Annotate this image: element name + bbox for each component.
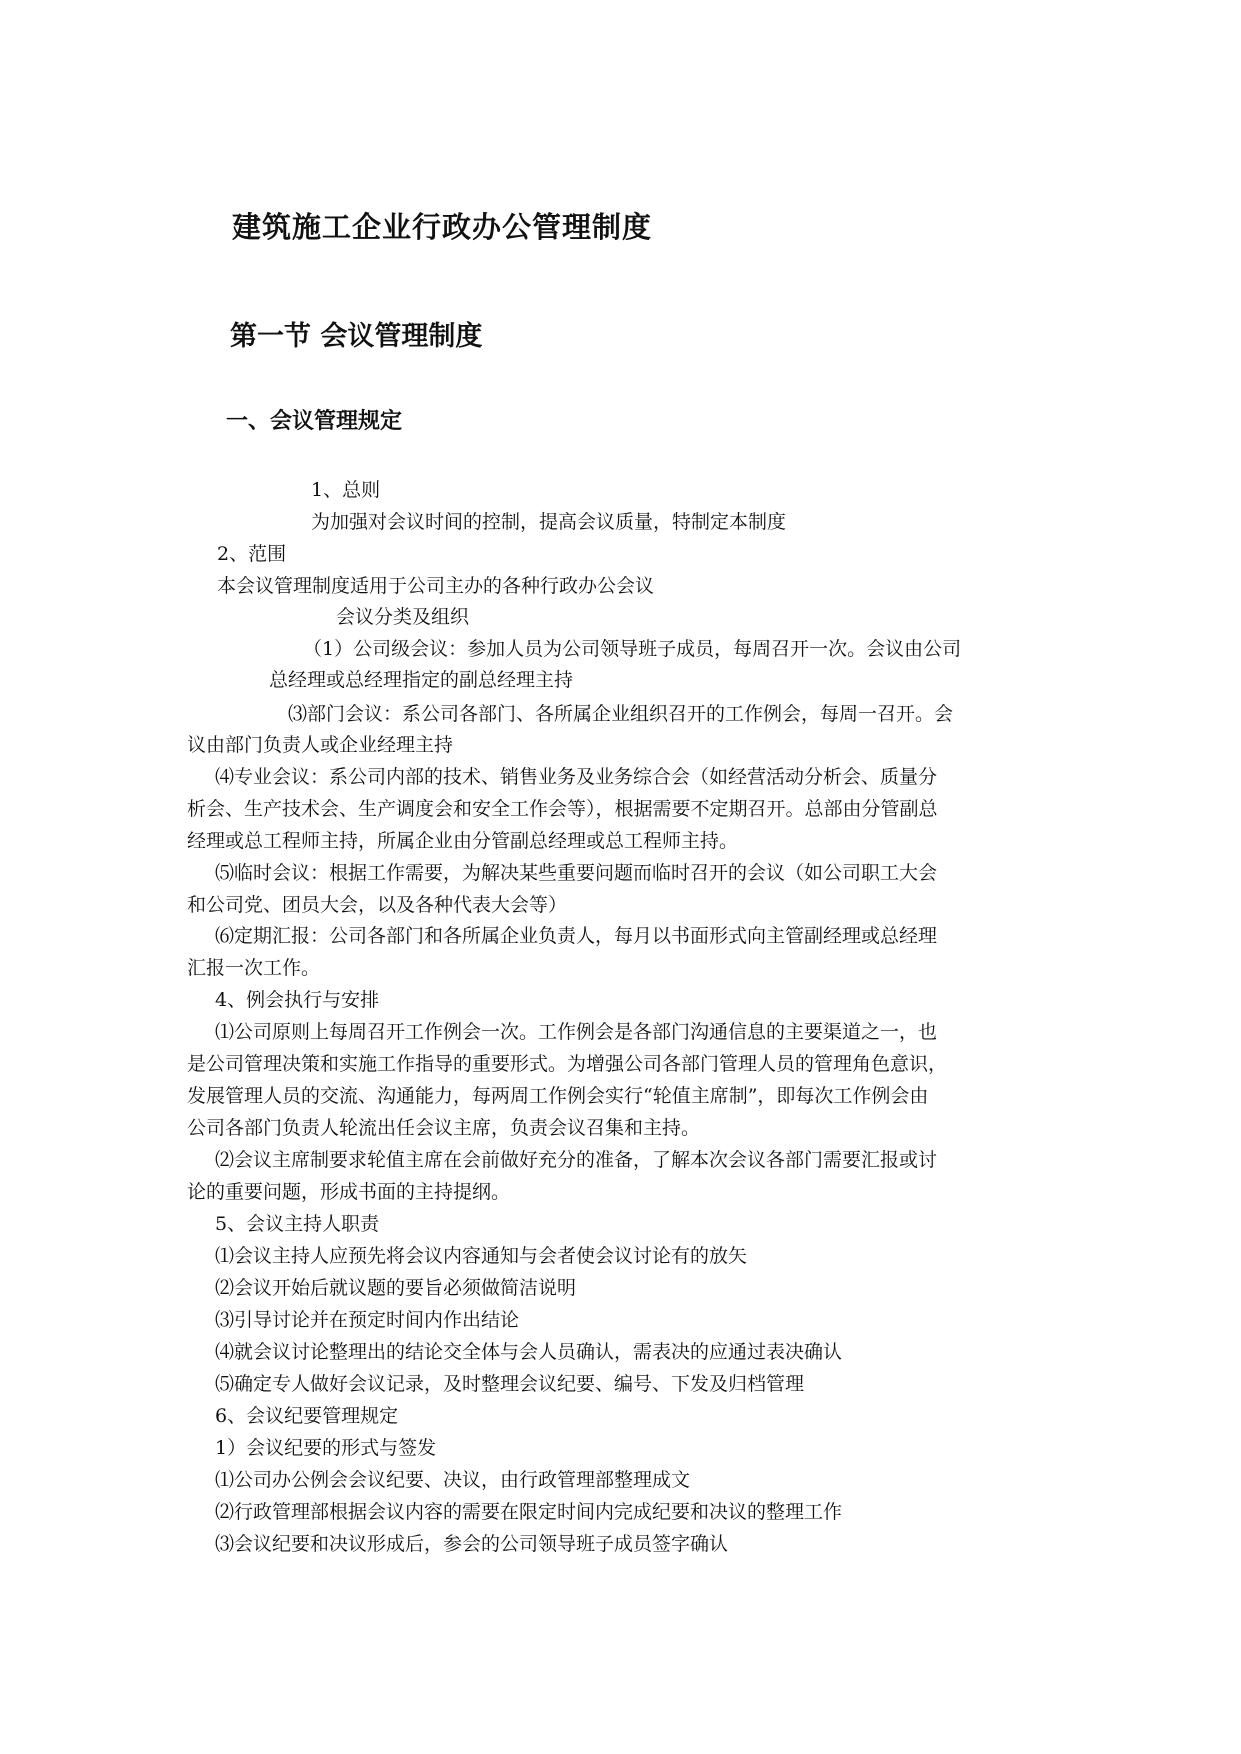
document-title: 建筑施工企业行政办公管理制度: [232, 210, 653, 244]
paragraph-line: ⑸确定专人做好会议记录，及时整理会议纪要、编号、下发及归档管理: [215, 1373, 805, 1395]
paragraph-line: 是公司管理决策和实施工作指导的重要形式。为增强公司各部门管理人员的管理角色意识，: [187, 1053, 948, 1075]
paragraph-line: ⑶会议纪要和决议形成后，参会的公司领导班子成员签字确认: [215, 1533, 729, 1555]
paragraph-line: ⑴会议主持人应预先将会议内容通知与会者使会议讨论有的放矢: [215, 1245, 748, 1267]
paragraph-line: ⑷就会议讨论整理出的结论交全体与会人员确认，需表决的应通过表决确认: [215, 1341, 843, 1363]
paragraph-line: 和公司党、团员大会，以及各种代表大会等）: [187, 894, 568, 916]
paragraph-line: 6、会议纪要管理规定: [215, 1405, 399, 1427]
paragraph-line: 汇报一次工作。: [187, 957, 321, 979]
paragraph-line: 发展管理人员的交流、沟通能力，每两周工作例会实行“轮值主席制”，即每次工作例会由: [187, 1085, 929, 1107]
paragraph-line: 析会、生产技术会、生产调度会和安全工作会等），根据需要不定期召开。总部由分管副总: [187, 798, 938, 820]
section-title: 第一节 会议管理制度: [230, 321, 483, 352]
paragraph-line: ⑴公司办公例会会议纪要、决议，由行政管理部整理成文: [215, 1469, 691, 1491]
paragraph-line: 总经理或总经理指定的副总经理主持: [269, 669, 574, 691]
paragraph-line: 为加强对会议时间的控制，提高会议质量，特制定本制度: [311, 511, 787, 533]
paragraph-line: ⑹定期汇报：公司各部门和各所属企业负责人，每月以书面形式向主管副经理或总经理: [215, 925, 938, 947]
paragraph-line: 4、例会执行与安排: [215, 989, 380, 1011]
paragraph-line: 论的重要问题，形成书面的主持提纲。: [187, 1181, 511, 1203]
paragraph-line: （1）公司级会议：参加人员为公司领导班子成员，每周召开一次。会议由公司: [303, 638, 962, 660]
paragraph-line: 经理或总工程师主持，所属企业由分管副总经理或总工程师主持。: [187, 830, 739, 852]
paragraph-line: ⑵行政管理部根据会议内容的需要在限定时间内完成纪要和决议的整理工作: [215, 1501, 843, 1523]
paragraph-line: 议由部门负责人或企业经理主持: [187, 734, 454, 756]
paragraph-line: 公司各部门负责人轮流出任会议主席，负责会议召集和主持。: [187, 1117, 701, 1139]
paragraph-line: 本会议管理制度适用于公司主办的各种行政办公会议: [217, 575, 655, 597]
paragraph-line: ⑵会议主席制要求轮值主席在会前做好充分的准备，了解本次会议各部门需要汇报或讨: [215, 1149, 938, 1171]
paragraph-line: 会议分类及组织: [336, 606, 470, 628]
paragraph-line: 1）会议纪要的形式与签发: [215, 1437, 437, 1459]
paragraph-line: 5、会议主持人职责: [215, 1213, 380, 1235]
paragraph-line: ⑸临时会议：根据工作需要，为解决某些重要问题而临时召开的会议（如公司职工大会: [215, 862, 938, 884]
paragraph-line: ⑴公司原则上每周召开工作例会一次。工作例会是各部门沟通信息的主要渠道之一，也: [215, 1021, 938, 1043]
paragraph-line: 1、总则: [311, 479, 381, 501]
paragraph-line: ⑶部门会议：系公司各部门、各所属企业组织召开的工作例会，每周一召开。会: [288, 703, 954, 725]
paragraph-line: 2、范围: [217, 543, 287, 565]
paragraph-line: ⑵会议开始后就议题的要旨必须做简洁说明: [215, 1277, 577, 1299]
paragraph-line: ⑷专业会议：系公司内部的技术、销售业务及业务综合会（如经营活动分析会、质量分: [215, 766, 938, 788]
paragraph-line: ⑶引导讨论并在预定时间内作出结论: [215, 1309, 520, 1331]
subsection-title: 一、会议管理规定: [226, 409, 403, 434]
